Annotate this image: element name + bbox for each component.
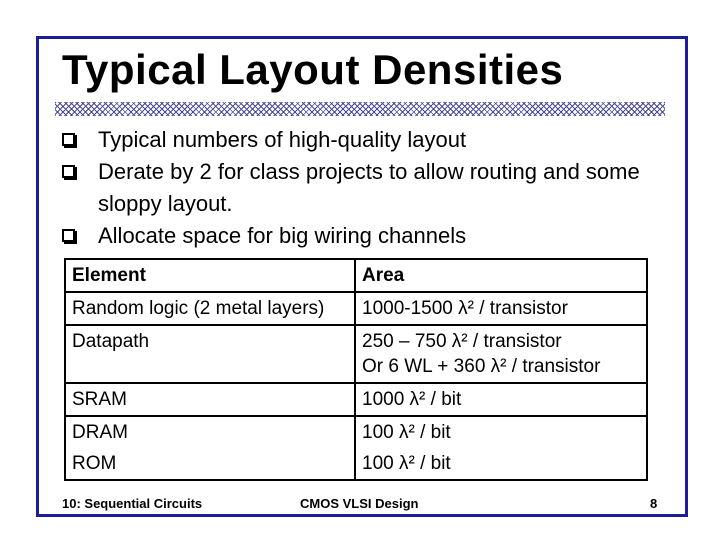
bullet-text: Allocate space for big wiring channels [98,223,467,248]
cell-element: ROM [65,448,355,480]
table-row [65,416,647,448]
cell-element: Random logic (2 metal layers) [65,292,355,325]
checkbox-bullet-icon [62,133,75,146]
cell-area [355,325,647,383]
bullet-item [62,124,682,156]
table-header-row [65,259,647,292]
table-row [65,448,647,480]
header-element: Element [65,259,355,292]
bullet-text: Typical numbers of high-quality layout [98,127,467,152]
checkbox-bullet-icon [62,165,75,178]
header-area: Area [355,259,647,292]
table-row [65,325,647,383]
area-line: 1000 λ² / bit [362,389,462,410]
footer-page-number: 8 [650,496,658,511]
cell-area [355,292,647,325]
cell-area [355,416,647,448]
footer-course: CMOS VLSI Design [300,496,419,511]
bullet-text: Derate by 2 for class projects to allow routing and some sloppy layout. [98,159,640,216]
title-divider [55,102,665,116]
table-row [65,383,647,416]
table-row [65,292,647,325]
area-line: 1000-1500 λ² / transistor [362,298,568,319]
cell-area [355,448,647,480]
cell-element: Datapath [65,325,355,383]
area-line: 250 – 750 λ² / transistor [362,331,562,352]
cell-element: SRAM [65,383,355,416]
area-line: 100 λ² / bit [362,422,451,443]
cell-area [355,383,647,416]
cell-element: DRAM [65,416,355,448]
bullet-list [62,124,682,252]
bullet-item [62,156,682,220]
area-line: 100 λ² / bit [362,453,451,474]
area-line: Or 6 WL + 360 λ² / transistor [362,356,601,377]
checkbox-bullet-icon [62,229,75,242]
slide-title: Typical Layout Densities [62,46,564,93]
density-table [64,258,648,481]
footer-chapter: 10: Sequential Circuits [62,496,203,511]
bullet-item [62,220,682,252]
